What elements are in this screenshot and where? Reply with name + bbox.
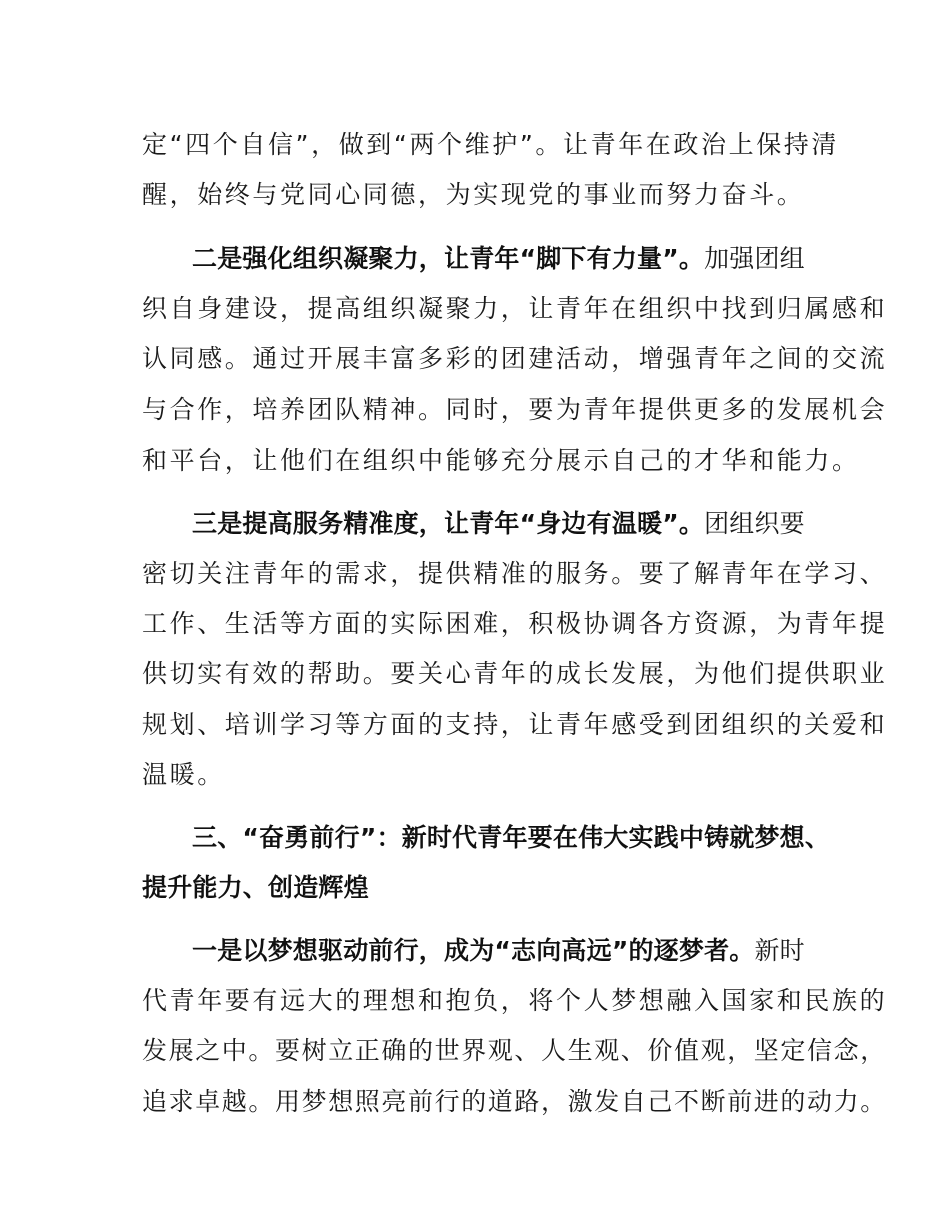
body-text-line: 与合作，培养团队精神。同时，要为青年提供更多的发展机会 (142, 395, 888, 424)
paragraph-lead-line (192, 241, 805, 277)
body-text-line: 工作、生活等方面的实际困难，积极协调各方资源，为青年提 (142, 609, 888, 638)
body-text-line: 和平台，让他们在组织中能够充分展示自己的才华和能力。 (142, 446, 860, 475)
body-text-line: 温暖。 (142, 760, 225, 789)
body-text-line: 认同感。通过开展丰富多彩的团建活动，增强青年之间的交流 (142, 344, 888, 373)
body-text-line: 代青年要有远大的理想和抱负，将个人梦想融入国家和民族的 (142, 986, 888, 1015)
body-text-line: 供切实有效的帮助。要关心青年的成长发展，为他们提供职业 (142, 659, 888, 688)
body-text-line: 规划、培训学习等方面的支持，让青年感受到团组织的关爱和 (142, 710, 888, 739)
body-text-line: 发展之中。要树立正确的世界观、人生观、价值观，坚定信念， (142, 1036, 887, 1065)
body-text-line: 追求卓越。用梦想照亮前行的道路，激发自己不断前进的动力。 (142, 1087, 887, 1116)
section-heading-continued: 提升能力、创造辉煌 (142, 873, 369, 902)
paragraph-heading: 三是提高服务精准度，让青年“身边有温暖”。 (192, 509, 705, 538)
paragraph-heading: 一是以梦想驱动前行，成为“志向高远”的逐梦者。 (192, 936, 755, 965)
body-text-line: 织自身建设，提高组织凝聚力，让青年在组织中找到归属感和 (142, 294, 888, 323)
body-text-line: 醒，始终与党同心同德，为实现党的事业而努力奋斗。 (142, 180, 805, 209)
body-text-line: 定“四个自信”，做到“两个维护”。让青年在政治上保持清 (142, 130, 840, 159)
paragraph-lead-line (192, 933, 805, 969)
body-text-line: 密切关注青年的需求，提供精准的服务。要了解青年在学习、 (142, 559, 888, 588)
body-text: 新时 (754, 936, 805, 965)
body-text: 团组织要 (704, 509, 805, 538)
paragraph-heading: 二是强化组织凝聚力，让青年“脚下有力量”。 (192, 244, 705, 273)
section-heading: 三、“奋勇前行”：新时代青年要在伟大实践中铸就梦想、 (192, 823, 831, 852)
paragraph-lead-line (192, 506, 805, 542)
body-text: 加强团组 (704, 244, 805, 273)
